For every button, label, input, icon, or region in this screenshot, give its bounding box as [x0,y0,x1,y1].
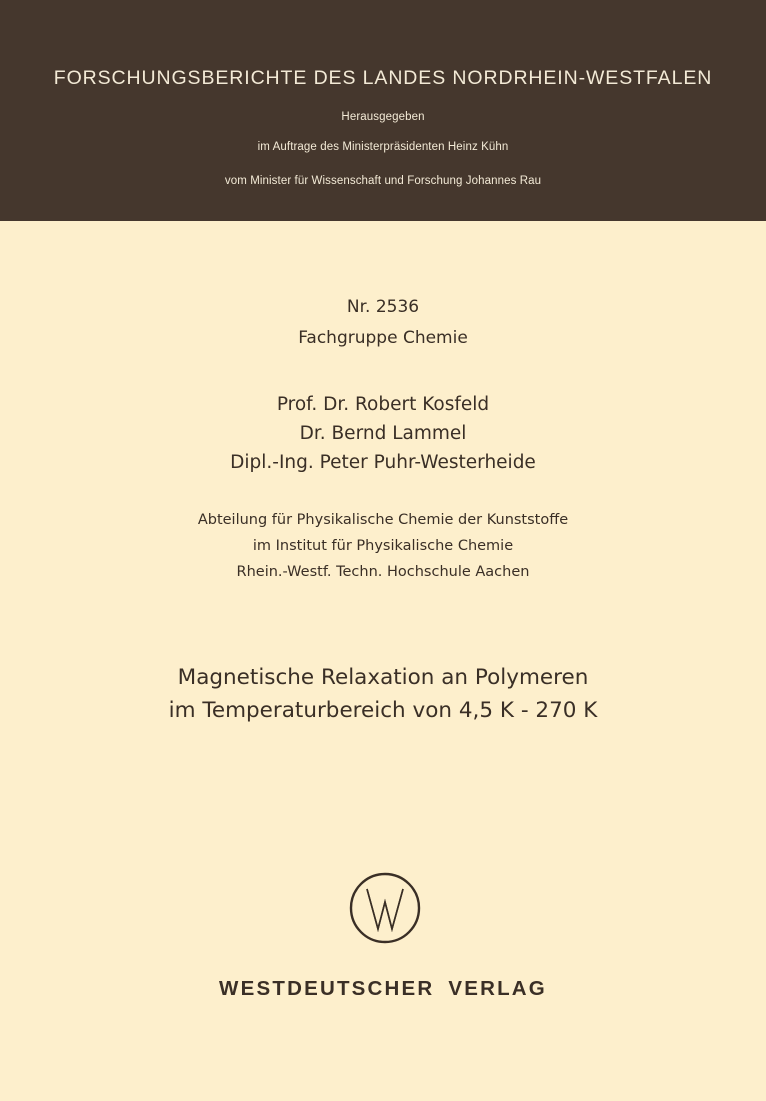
book-title-line-1: Magnetische Relaxation an Polymeren [177,665,589,690]
wv-circle-logo-icon [349,872,421,944]
series-title: FORSCHUNGSBERICHTE DES LANDES NORDRHEIN-WESTFALEN [53,67,713,89]
header-band [0,0,766,221]
publisher-name: WESTDEUTSCHER VERLAG [219,977,547,1000]
report-number: Nr. 2536 [346,297,420,317]
editor-line-1: Herausgegeben [341,111,425,123]
institution-line: im Institut für Physikalische Chemie [252,538,514,554]
author: Prof. Dr. Robert Kosfeld [276,394,490,415]
institution-line: Abteilung für Physikalische Chemie der Kunststoffe [197,512,569,528]
editor-line-3: vom Minister für Wissenschaft und Forschung Johannes Rau [224,175,542,187]
author: Dipl.-Ing. Peter Puhr-Westerheide [230,452,536,473]
book-title-line-2: im Temperaturbereich von 4,5 K - 270 K [168,698,598,723]
editor-line-2: im Auftrage des Ministerpräsidenten Heinz Kühn [257,141,509,153]
author: Dr. Bernd Lammel [299,423,467,444]
institution-line: Rhein.-Westf. Techn. Hochschule Aachen [236,564,530,580]
subject-group: Fachgruppe Chemie [298,328,468,348]
